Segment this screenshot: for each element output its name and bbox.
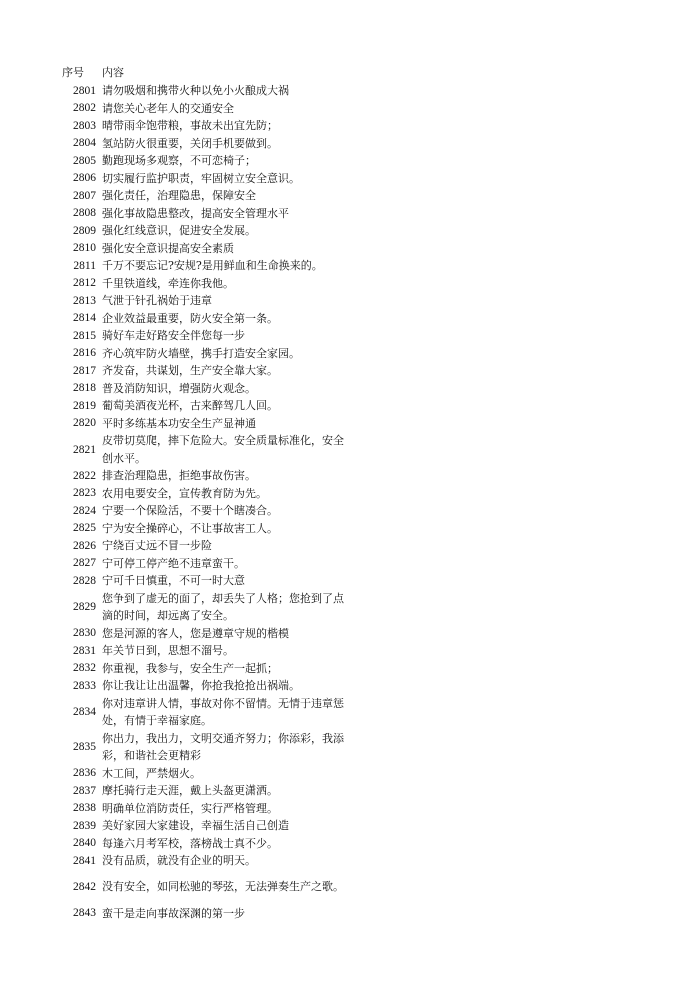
row-number: 2820 (73, 417, 96, 430)
slogan-table (60, 64, 360, 922)
table-row (60, 730, 360, 765)
table-row (60, 555, 360, 573)
row-content: 勤跑现场多观察，不可恋椅子； (102, 154, 256, 167)
table-row (60, 537, 360, 555)
row-content: 每逢六月考军校，落榜战士真不少。 (102, 836, 278, 850)
table-row (60, 362, 360, 380)
row-content: 强化责任，治理隐患，保障安全 (102, 189, 256, 202)
row-number: 2841 (73, 854, 96, 867)
row-number: 2801 (73, 84, 96, 97)
row-number: 2834 (73, 706, 96, 718)
row-content: 企业效益最重要，防火安全第一条。 (102, 311, 278, 325)
row-content: 普及消防知识，增强防火观念。 (102, 381, 256, 395)
row-content: 氢站防火很重要，关闭手机要做到。 (102, 136, 278, 150)
row-content: 宁要一个保险活，不要十个瞎凑合。 (102, 504, 278, 517)
table-header (60, 64, 360, 82)
row-number: 2819 (73, 399, 96, 412)
table-row (60, 275, 360, 293)
row-content: 强化安全意识提高安全素质 (102, 241, 234, 255)
row-number: 2837 (73, 784, 96, 797)
row-number: 2804 (73, 137, 96, 150)
row-content: 葡萄美酒夜光杯，古来醉驾几人回。 (102, 399, 278, 412)
row-content: 齐心筑牢防火墙壁，携手打造安全家园。 (102, 346, 300, 360)
row-number: 2818 (73, 382, 96, 395)
row-content: 千万不要忘记?安规?是用鲜血和生命换来的。 (102, 259, 323, 272)
row-number: 2842 (73, 881, 96, 893)
row-content: 农用电要安全，宣传教育防为先。 (102, 486, 267, 500)
row-number: 2815 (73, 329, 96, 342)
row-content: 平时多练基本功安全生产显神通 (102, 416, 256, 430)
row-content: 摩托骑行走天涯，戴上头盔更潇洒。 (102, 784, 278, 797)
row-number: 2835 (73, 741, 96, 753)
row-number: 2831 (73, 644, 96, 657)
row-number: 2812 (73, 277, 96, 290)
row-content: 宁可停工停产绝不违章蛮干。 (102, 556, 245, 570)
table-row (60, 135, 360, 153)
row-content: 晴带雨伞饱带粮，事故未出宜先防； (102, 119, 278, 132)
row-content: 你出力，我出力，文明交通齐努力；你添彩，我添彩，和谐社会更精彩 (102, 731, 344, 762)
table-row (60, 502, 360, 520)
row-number: 2827 (73, 557, 96, 570)
row-number: 2830 (73, 627, 96, 640)
row-number: 2823 (73, 487, 96, 500)
row-content: 宁可千日慎重，不可一时大意 (102, 574, 245, 587)
table-row (60, 117, 360, 135)
table-row (60, 100, 360, 118)
row-number: 2822 (73, 469, 96, 482)
table-row (60, 695, 360, 730)
row-number: 2808 (73, 207, 96, 220)
row-content: 齐发奋，共谋划，生产安全靠大家。 (102, 364, 278, 377)
row-content: 皮带切莫爬，摔下危险大。安全质量标准化，安全创水平。 (102, 434, 344, 465)
table-row (60, 835, 360, 853)
table-row (60, 782, 360, 800)
table-row (60, 415, 360, 433)
row-number: 2843 (73, 907, 96, 920)
row-content: 年关节日到，思想不溜号。 (102, 644, 234, 657)
row-number: 2832 (73, 662, 96, 675)
table-body (60, 82, 360, 922)
table-row (60, 397, 360, 415)
row-number: 2806 (73, 172, 96, 185)
row-content: 气泄于针孔祸始于违章 (102, 294, 212, 307)
row-number: 2813 (73, 294, 96, 307)
row-number: 2825 (73, 522, 96, 535)
row-number: 2803 (73, 119, 96, 132)
row-number: 2810 (73, 242, 96, 255)
table-row (60, 327, 360, 345)
table-row (60, 467, 360, 485)
table-row (60, 660, 360, 678)
row-content: 你重视，我参与，安全生产一起抓； (102, 661, 278, 675)
table-row (60, 292, 360, 310)
table-row (60, 222, 360, 240)
row-content: 强化红线意识，促进安全发展。 (102, 224, 256, 237)
row-number: 2816 (73, 347, 96, 360)
row-content: 您是河源的客人，您是遵章守规的楷模 (102, 626, 289, 640)
row-content: 强化事故隐患整改，提高安全管理水平 (102, 206, 289, 220)
row-number: 2826 (73, 539, 96, 552)
row-number: 2811 (73, 259, 96, 272)
row-content: 您争到了虚无的面了，却丢失了人格；您抢到了点滴的时间，却远离了安全。 (102, 591, 344, 622)
row-content: 没有安全，如同松驰的琴弦，无法弹奏生产之歌。 (102, 880, 344, 894)
row-content: 骑好车走好路安全伴您每一步 (102, 329, 245, 342)
column-header-content: 内容 (102, 66, 124, 79)
table-row (60, 520, 360, 538)
table-row (60, 240, 360, 258)
table-row (60, 257, 360, 275)
row-number: 2828 (73, 574, 96, 587)
row-content: 请勿吸烟和携带火种以免小火酿成大祸 (102, 84, 289, 97)
table-row (60, 800, 360, 818)
table-row (60, 152, 360, 170)
table-row (60, 817, 360, 835)
table-row (60, 380, 360, 398)
table-row (60, 642, 360, 660)
table-row (60, 852, 360, 870)
table-row (60, 310, 360, 328)
table-row (60, 870, 360, 905)
table-row (60, 572, 360, 590)
row-number: 2807 (73, 189, 96, 202)
row-number: 2840 (73, 837, 96, 850)
row-content: 明确单位消防责任，实行严格管理。 (102, 801, 278, 815)
row-content: 木工间，严禁烟火。 (102, 766, 201, 780)
table-row (60, 590, 360, 625)
table-row (60, 485, 360, 503)
table-row (60, 765, 360, 783)
row-content: 请您关心老年人的交通安全 (102, 101, 234, 115)
row-number: 2809 (73, 224, 96, 237)
row-number: 2836 (73, 767, 96, 780)
row-content: 切实履行监护职责，牢固树立安全意识。 (102, 171, 300, 185)
row-content: 没有品质，就没有企业的明天。 (102, 854, 256, 867)
row-content: 排查治理隐患，拒绝事故伤害。 (102, 469, 256, 482)
table-row (60, 170, 360, 188)
table-row (60, 345, 360, 363)
row-number: 2805 (73, 154, 96, 167)
table-row (60, 187, 360, 205)
row-number: 2821 (73, 443, 96, 456)
row-number: 2839 (73, 819, 96, 832)
column-header-number: 序号 (62, 66, 84, 79)
row-number: 2829 (73, 601, 96, 613)
table-row (60, 677, 360, 695)
row-number: 2838 (73, 802, 96, 815)
table-row (60, 905, 360, 923)
row-content: 蛮干是走向事故深渊的第一步 (102, 906, 245, 920)
row-content: 宁为安全操碎心，不让事故害工人。 (102, 521, 278, 535)
row-content: 你让我让让出温馨，你抢我抢抢出祸端。 (102, 679, 300, 692)
table-row (60, 82, 360, 100)
row-number: 2833 (73, 679, 96, 692)
row-content: 千里铁道线，牵连你我他。 (102, 276, 234, 290)
row-number: 2824 (73, 504, 96, 517)
row-content: 你对违章讲人情，事故对你不留情。无情于违章惩处，有情于幸福家庭。 (102, 696, 344, 727)
row-content: 美好家园大家建设，幸福生活自己创造 (102, 819, 289, 832)
table-row (60, 205, 360, 223)
row-number: 2817 (73, 364, 96, 377)
row-number: 2814 (73, 312, 96, 325)
table-row (60, 625, 360, 643)
table-row (60, 432, 360, 467)
row-content: 宁绕百丈远不冒一步险 (102, 539, 212, 552)
row-number: 2802 (73, 102, 96, 115)
